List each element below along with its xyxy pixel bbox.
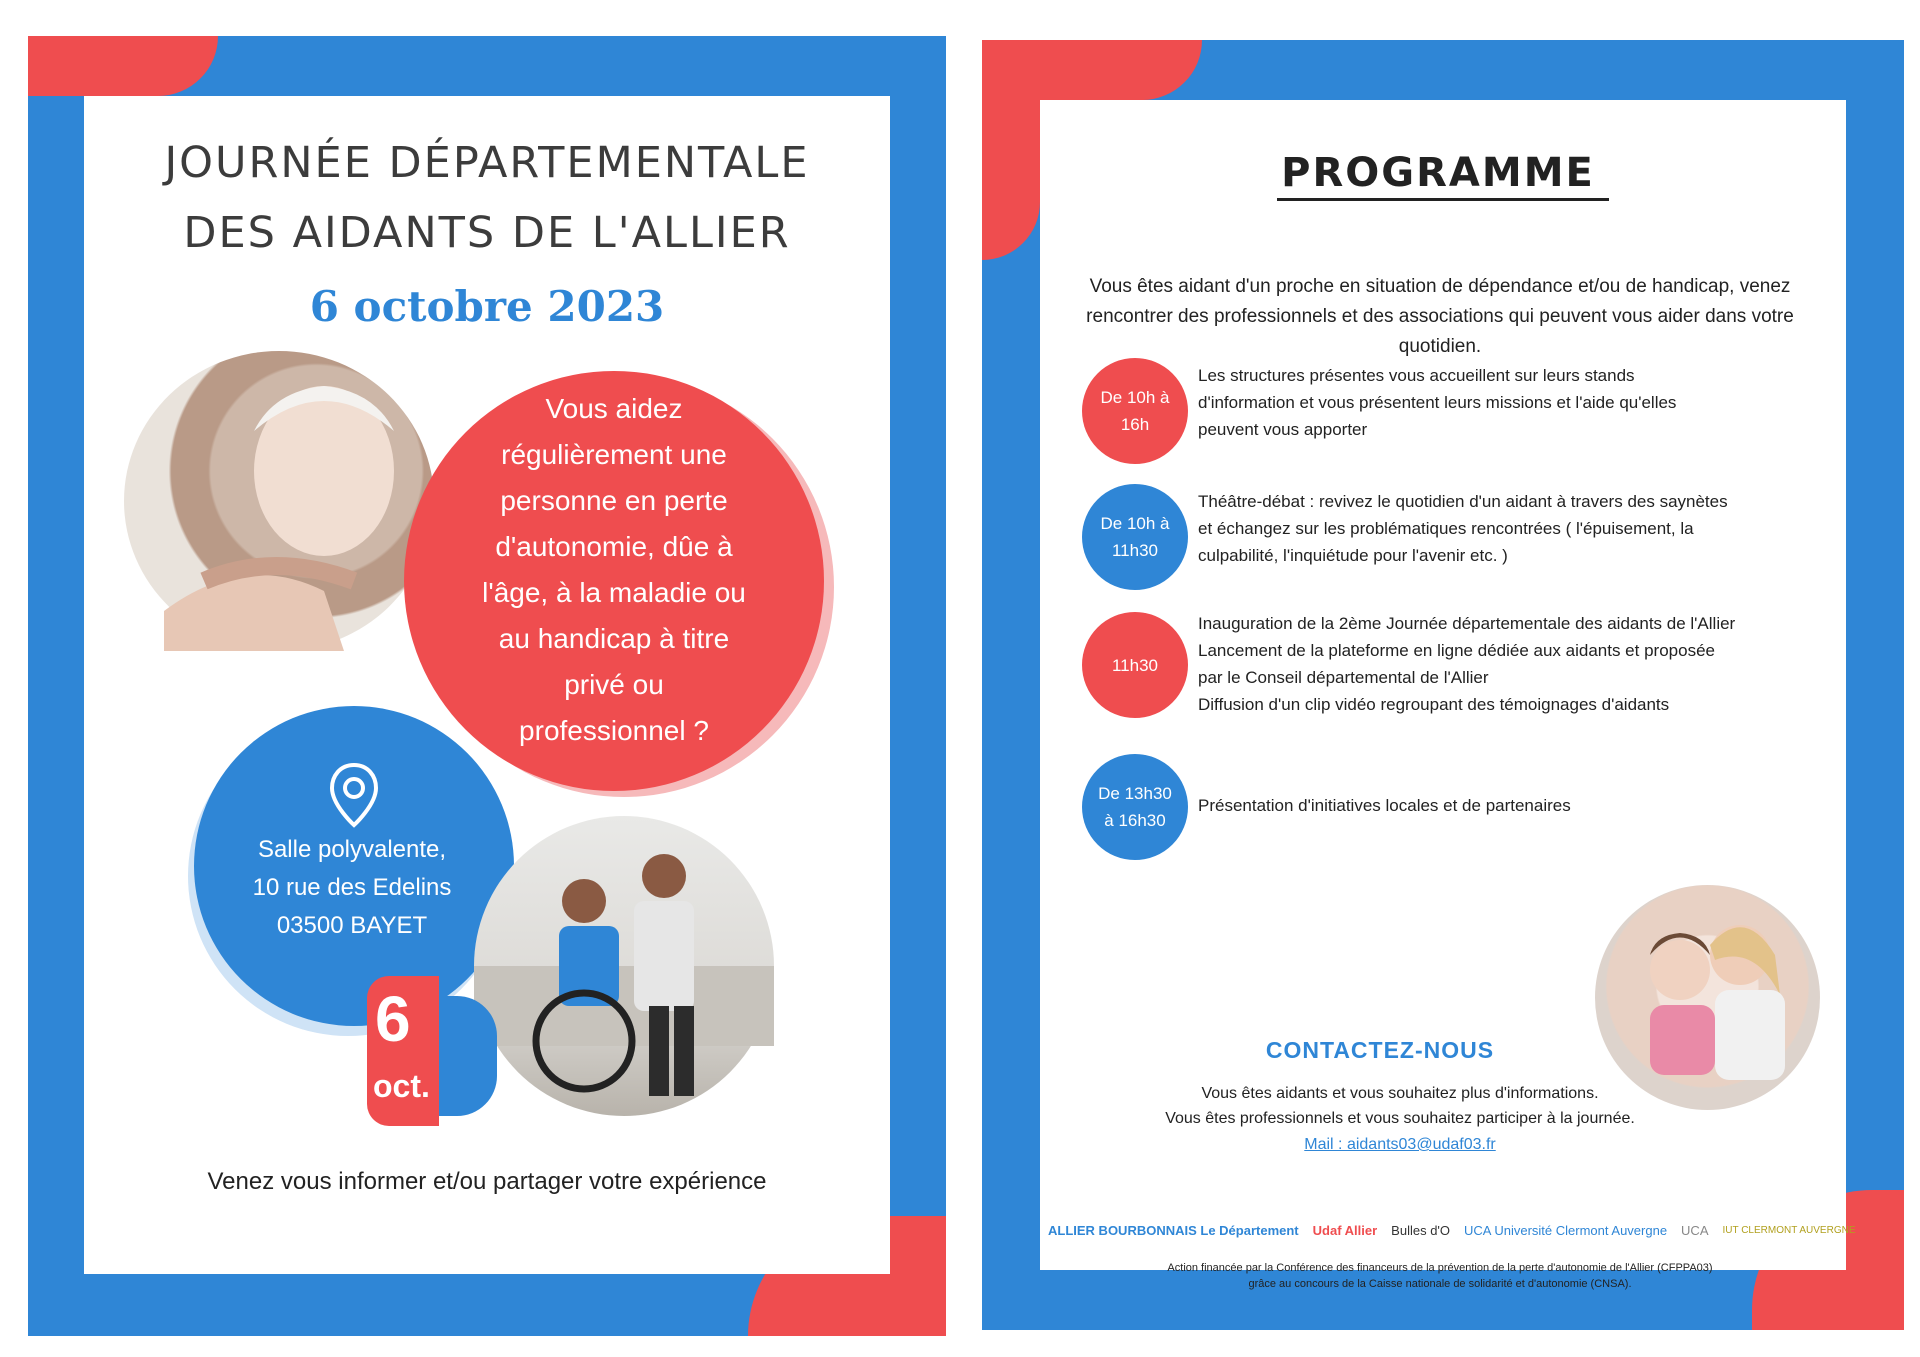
logo-bulles: Bulles d'O xyxy=(1391,1222,1451,1238)
red-corner-side xyxy=(982,100,1040,260)
logo-iut: IUT CLERMONT AUVERGNE xyxy=(1722,1224,1856,1236)
front-footer: Venez vous informer et/ou partager votre expérience xyxy=(207,1168,767,1195)
flyer-front xyxy=(28,36,946,1336)
slot-time: 11h30 xyxy=(1111,655,1158,675)
programme-title-text: PROGRAMME xyxy=(1277,150,1609,201)
location-address xyxy=(202,831,502,945)
logo-allier: ALLIER BOURBONNAIS Le Département xyxy=(1048,1222,1299,1238)
question-line: personne en perte xyxy=(500,485,728,516)
partner-logos xyxy=(1048,1208,1856,1252)
logo-uca-alt: UCA xyxy=(1681,1222,1709,1238)
slot-description-2: Théâtre-débat : revivez le quotidien d'un aidant à travers des saynètes et échangez sur les problématiques rencontrées ( l'épuisement, la culpabilité, l'inquiétude pour l'avenir etc. ) xyxy=(1198,492,1728,565)
question-text xyxy=(449,386,779,754)
logo-uca: UCA Université Clermont Auvergne xyxy=(1464,1222,1668,1238)
flyer-front-content xyxy=(84,96,890,1274)
red-corner-top-left xyxy=(28,36,218,96)
slot-description-1: Les structures présentes vous accueillent sur leurs stands d'information et vous présentent leurs missions et l'aide qu'elles peuvent vous apporter xyxy=(1198,366,1677,439)
address-line: Salle polyvalente, xyxy=(257,836,447,863)
badge-month: oct. xyxy=(373,1068,430,1104)
contact-line-2: Vous êtes professionnels et vous souhaitez participer à la journée. xyxy=(1165,1110,1635,1127)
question-line: professionnel ? xyxy=(519,715,709,746)
financing-note xyxy=(1080,1260,1800,1292)
slot-time: De 13h30 à 16h30 xyxy=(1098,784,1172,830)
badge-day: 6 xyxy=(375,983,411,1055)
wheelchair-photo xyxy=(474,816,774,1116)
photo-illustration xyxy=(124,351,434,651)
photo-illustration xyxy=(1595,885,1820,1110)
time-slot-1 xyxy=(1082,358,1188,464)
time-slot-2 xyxy=(1082,484,1188,590)
elderly-woman-photo xyxy=(124,351,434,651)
slot-time: De 10h à 16h xyxy=(1100,388,1170,434)
contact-email-link[interactable]: Mail : aidants03@udaf03.fr xyxy=(1304,1136,1496,1153)
address-line: 03500 BAYET xyxy=(276,912,428,939)
programme-title xyxy=(1040,150,1846,196)
question-line: d'autonomie, dûe à xyxy=(495,531,733,562)
slot-time: De 10h à 11h30 xyxy=(1100,514,1170,560)
slot-description-4: Présentation d'initiatives locales et de partenaires xyxy=(1198,796,1571,815)
question-line: privé ou xyxy=(564,669,664,700)
event-date: 6 octobre 2023 xyxy=(309,282,665,331)
date-badge xyxy=(367,976,501,1126)
question-line: l'âge, à la maladie ou xyxy=(482,577,746,608)
time-slot-4 xyxy=(1082,754,1188,860)
heart-icon xyxy=(439,996,497,1116)
red-corner-top-left xyxy=(982,40,1202,100)
slot-description-3: Inauguration de la 2ème Journée départementale des aidants de l'Allier Lancement de la plateforme en ligne dédiée aux aidants et proposée par le Conseil départemental de l'Allier Diffusion d'un clip vidéo regroupant des témoignages d'aidants xyxy=(1198,614,1736,714)
logo-udaf: Udaf Allier xyxy=(1312,1222,1378,1238)
financing-line: grâce au concours de la Caisse nationale de solidarité et d'autonomie (CNSA). xyxy=(1248,1278,1632,1290)
contact-line-1: Vous êtes aidants et vous souhaitez plus d'informations. xyxy=(1201,1085,1599,1102)
time-slot-3 xyxy=(1082,612,1188,718)
question-line: régulièrement une xyxy=(501,439,727,470)
flyer-back xyxy=(982,40,1904,1330)
question-line: Vous aidez xyxy=(545,393,683,424)
programme-intro: Vous êtes aidant d'un proche en situation de dépendance et/ou de handicap, venez rencontrer des professionnels et des associations qui peuvent vous aider dans votre quotidien. xyxy=(1086,276,1794,357)
address-line: 10 rue des Edelins xyxy=(252,874,452,901)
flyer-back-content xyxy=(1040,100,1856,1290)
mother-child-photo xyxy=(1595,885,1820,1110)
financing-line: Action financée par la Conférence des financeurs de la prévention de la perte d'autonomie de l'Allier (CFPPA03) xyxy=(1167,1262,1713,1274)
contact-title: CONTACTEZ-NOUS xyxy=(1265,1037,1495,1063)
photo-illustration xyxy=(474,816,774,1116)
title-line-1: JOURNÉE DÉPARTEMENTALE xyxy=(164,138,810,188)
title-line-2: DES AIDANTS DE L'ALLIER xyxy=(183,208,791,258)
question-line: au handicap à titre xyxy=(498,623,730,654)
location-pin-icon xyxy=(328,761,380,831)
